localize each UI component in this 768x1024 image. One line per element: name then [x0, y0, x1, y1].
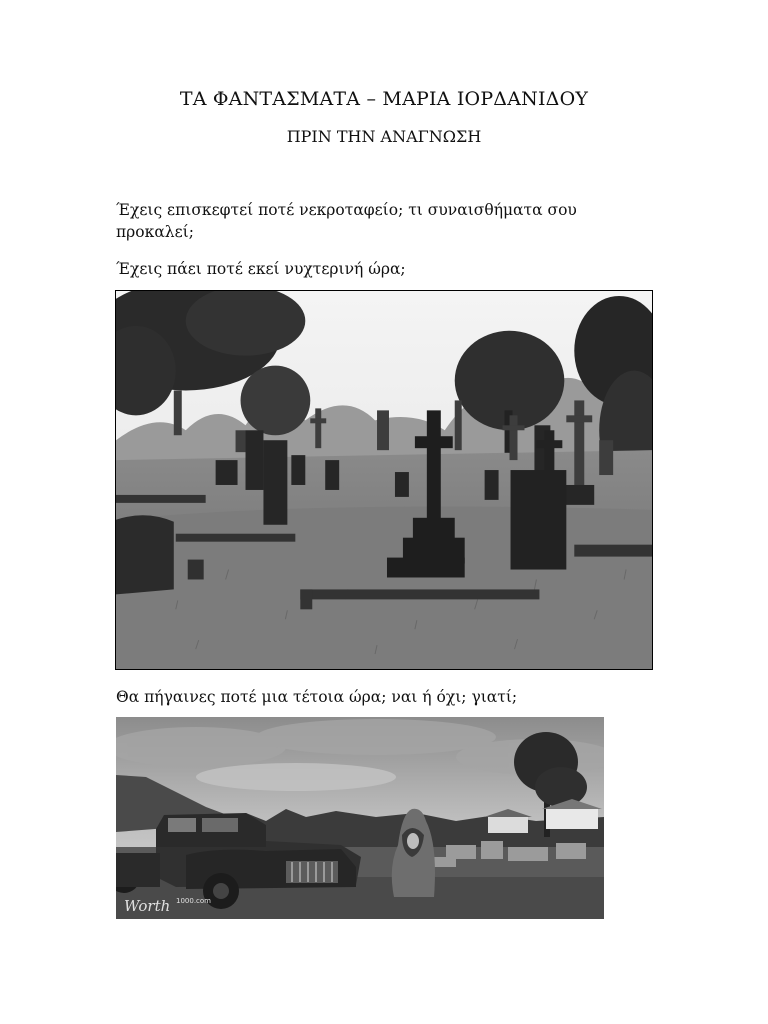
- cemetery-photo: [115, 290, 653, 670]
- question-2: Έχεις πάει ποτέ εκεί νυχτερινή ώρα;: [116, 260, 406, 278]
- watermark-brand: Worth: [124, 897, 171, 915]
- question-3: Θα πήγαινες ποτέ μια τέτοια ώρα; ναι ή όχι; γιατί;: [116, 688, 518, 706]
- haunted-cemetery-photo: [116, 717, 604, 919]
- section-subtitle: ΠΡΙΝ ΤΗΝ ΑΝΑΓΝΩΣΗ: [286, 127, 482, 146]
- question-1: Έχεις επισκεφτεί ποτέ νεκροταφείο; τι συναισθήματα σου προκαλεί;: [116, 201, 577, 241]
- page-title: ΤΑ ΦΑΝΤΑΣΜΑΤΑ – ΜΑΡΙΑ ΙΟΡΔΑΝΙΔΟΥ: [179, 88, 589, 110]
- watermark-domain: 1000.com: [176, 897, 211, 905]
